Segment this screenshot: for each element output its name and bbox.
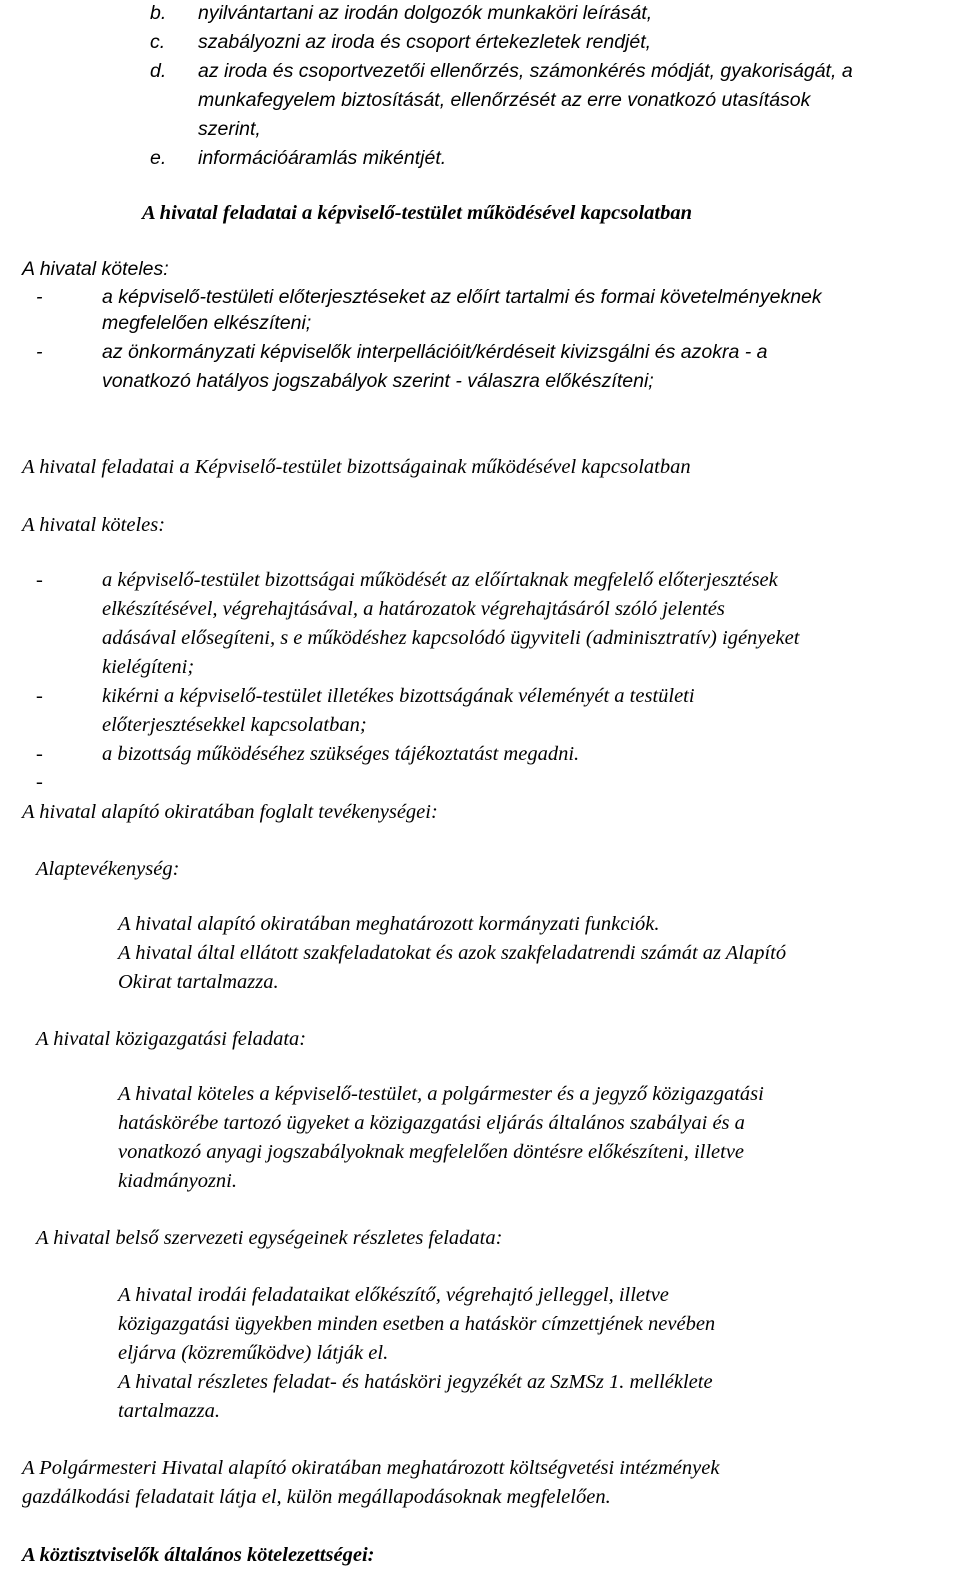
list-item-text: elkészítésével, végrehajtásával, a határozatok végrehajtásáról szóló jelentés <box>102 598 725 620</box>
section-heading: A hivatal alapító okiratában foglalt tevékenységei: <box>22 801 438 823</box>
footer-heading: A köztisztviselők általános kötelezettségei: <box>22 1544 375 1566</box>
list-item-text: munkafegyelem biztosítását, ellenőrzését az erre vonatkozó utasítások <box>198 89 811 111</box>
list-item-text: vonatkozó hatályos jogszabályok szerint - válaszra előkészíteni; <box>102 370 654 392</box>
section-heading: A hivatal feladatai a Képviselő-testület bizottságainak működésével kapcsolatban <box>22 456 691 478</box>
list-item-text: nyilvántartani az irodán dolgozók munkaköri leírását, <box>198 2 653 24</box>
list-item-text: kielégíteni; <box>102 656 195 678</box>
dash-marker: - <box>36 743 43 765</box>
paragraph-line: kiadmányozni. <box>118 1170 237 1192</box>
paragraph-line: hatáskörébe tartozó ügyeket a közigazgatási eljárás általános szabályai és a <box>118 1112 745 1134</box>
paragraph-line: Okirat tartalmazza. <box>118 971 279 993</box>
list-marker: e. <box>150 147 167 169</box>
list-marker: c. <box>150 31 166 53</box>
paragraph-line: közigazgatási ügyekben minden esetben a hatáskör címzettjének nevében <box>118 1313 716 1335</box>
subsection-label: Alaptevékenység: <box>36 858 180 880</box>
dash-marker: - <box>36 341 43 363</box>
paragraph-line: A hivatal irodái feladataikat előkészítő, végrehajtó jelleggel, illetve <box>118 1284 669 1306</box>
list-item-text: a képviselő-testületi előterjesztéseket az előírt tartalmi és formai követelményeknek <box>102 286 822 308</box>
list-item-text: megfelelően elkészíteni; <box>102 312 312 334</box>
paragraph-line: A hivatal részletes feladat- és hatásköri jegyzékét az SzMSz 1. melléklete <box>118 1371 713 1393</box>
paragraph-line: A hivatal alapító okiratában meghatározott kormányzati funkciók. <box>118 913 660 935</box>
list-marker: d. <box>150 60 167 82</box>
section-intro: A hivatal köteles: <box>22 514 166 536</box>
list-item-text: információáramlás mikéntjét. <box>198 147 447 169</box>
subsection-label: A hivatal belső szervezeti egységeinek részletes feladata: <box>36 1227 503 1249</box>
list-item-text: adásával elősegíteni, s e működéshez kapcsolódó ügyviteli (adminisztratív) igényeket <box>102 627 800 649</box>
section-heading: A hivatal feladatai a képviselő-testület működésével kapcsolatban <box>142 202 693 224</box>
paragraph-line: tartalmazza. <box>118 1400 220 1422</box>
list-item-text: a képviselő-testület bizottságai működését az előírtaknak megfelelő előterjesztések <box>102 569 778 591</box>
paragraph-line: vonatkozó anyagi jogszabályoknak megfelelően döntésre előkészíteni, illetve <box>118 1141 745 1163</box>
section-intro: A hivatal köteles: <box>22 258 169 280</box>
list-item-text: szabályozni az iroda és csoport értekezletek rendjét, <box>198 31 652 53</box>
list-item-text: kikérni a képviselő-testület illetékes bizottságának véleményét a testületi <box>102 685 695 707</box>
paragraph-line: A hivatal köteles a képviselő-testület, a polgármester és a jegyző közigazgatási <box>118 1083 764 1105</box>
list-item-text: szerint, <box>198 118 261 140</box>
list-marker: b. <box>150 2 167 24</box>
dash-marker: - <box>36 685 43 707</box>
list-item-text: az iroda és csoportvezetői ellenőrzés, számonkérés módját, gyakoriságát, a <box>198 60 853 82</box>
paragraph-line: gazdálkodási feladatait látja el, külön megállapodásoknak megfelelően. <box>22 1486 611 1508</box>
dash-marker: - <box>36 771 43 793</box>
dash-marker: - <box>36 569 43 591</box>
paragraph-line: A Polgármesteri Hivatal alapító okiratában meghatározott költségvetési intézmények <box>22 1457 720 1479</box>
list-item-text: az önkormányzati képviselők interpellációit/kérdéseit kivizsgálni és azokra - a <box>102 341 768 363</box>
paragraph-line: eljárva (közreműködve) látják el. <box>118 1342 389 1364</box>
subsection-label: A hivatal közigazgatási feladata: <box>36 1028 307 1050</box>
list-item-text: a bizottság működéséhez szükséges tájékoztatást megadni. <box>102 743 580 765</box>
dash-marker: - <box>36 286 43 308</box>
paragraph-line: A hivatal által ellátott szakfeladatokat és azok szakfeladatrendi számát az Alapító <box>118 942 787 964</box>
list-item-text: előterjesztésekkel kapcsolatban; <box>102 714 367 736</box>
